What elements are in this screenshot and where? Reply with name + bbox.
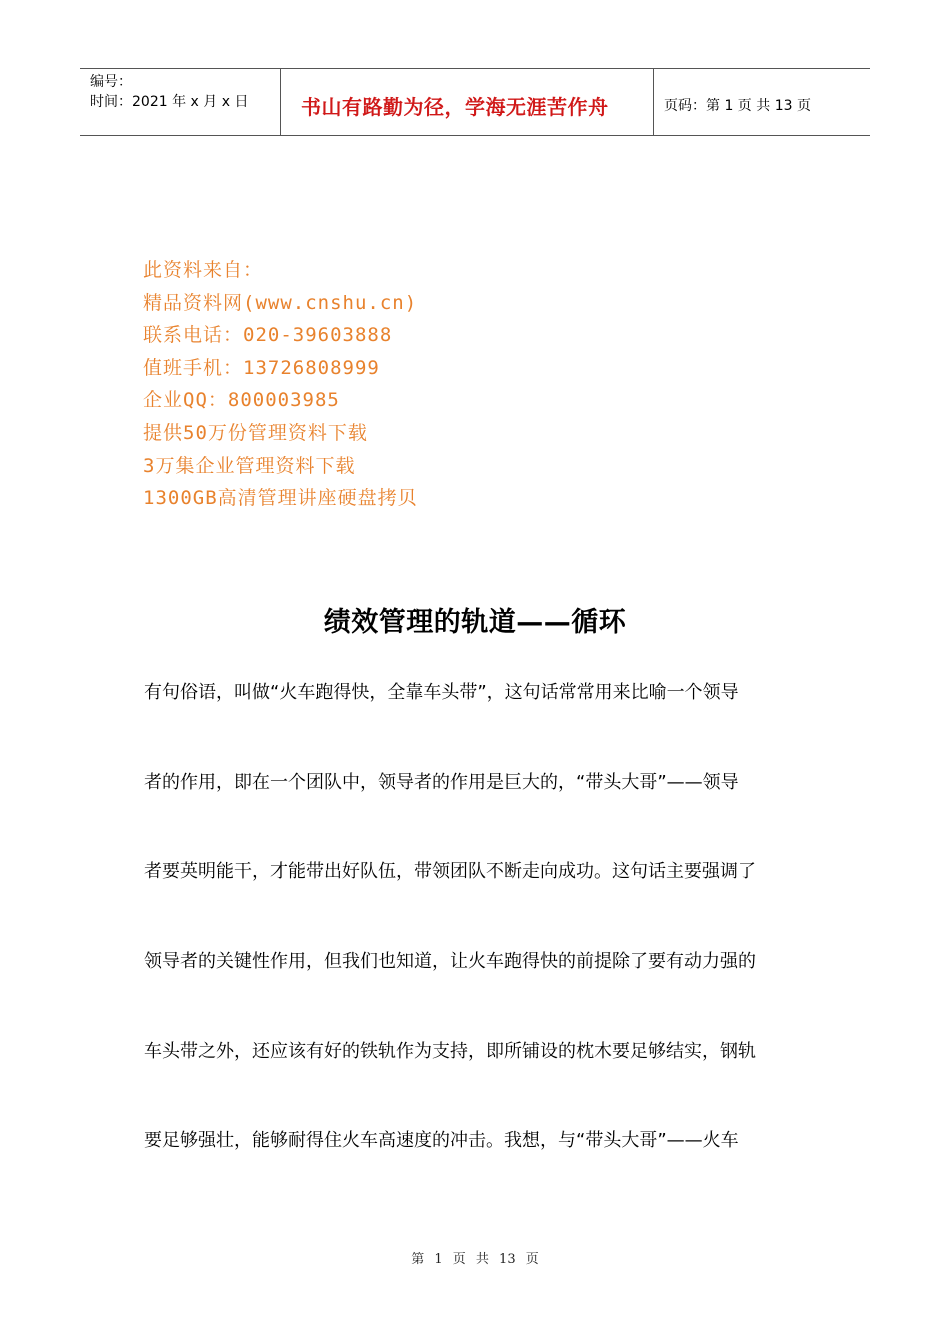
body-text-line: 有句俗语，叫做“火车跑得快，全靠车头带”，这句话常常用来比喻一个领导: [144, 682, 739, 703]
document-title: 绩效管理的轨道——循环: [323, 607, 627, 638]
body-text-line: 者的作用，即在一个团队中，领导者的作用是巨大的，“带头大哥”——领导: [144, 772, 739, 793]
source-offer-line: 3万集企业管理资料下载: [143, 454, 356, 477]
date-label: 时间：2021 年 x 月 x 日: [90, 94, 249, 110]
source-qq-line: 企业QQ：800003985: [143, 389, 340, 412]
source-offer-line: 1300GB高清管理讲座硬盘拷贝: [143, 487, 418, 510]
body-text-line: 领导者的关键性作用，但我们也知道，让火车跑得快的前提除了要有动力强的: [144, 951, 756, 972]
source-mobile-line: 值班手机：13726808999: [143, 356, 380, 379]
body-text-line: 车头带之外，还应该有好的铁轨作为支持，即所铺设的枕木要足够结实，钢轨: [144, 1041, 756, 1062]
body-text-line: 要足够强壮，能够耐得住火车高速度的冲击。我想，与“带头大哥”——火车: [144, 1130, 739, 1151]
header-motto: 书山有路勤为径，学海无涯苦作舟: [301, 95, 609, 119]
header-motto-cell: [281, 69, 654, 135]
header-meta-cell: [80, 69, 281, 135]
header-page-info: 页码：第 1 页 共 13 页: [664, 98, 811, 114]
source-line: 此资料来自：: [143, 259, 264, 281]
source-info-block: [143, 254, 418, 515]
source-website-line: 精品资料网(www.cnshu.cn): [143, 291, 418, 314]
header-table: [80, 68, 870, 136]
body-text-line: 者要英明能干，才能带出好队伍，带领团队不断走向成功。这句话主要强调了: [144, 861, 756, 882]
header-page-cell: [654, 69, 870, 135]
source-phone-line: 联系电话：020-39603888: [143, 324, 393, 347]
page-footer: 第 1 页 共 13 页: [411, 1252, 539, 1267]
serial-number-label: 编号：: [90, 74, 132, 90]
source-offer-line: 提供50万份管理资料下载: [143, 421, 368, 444]
